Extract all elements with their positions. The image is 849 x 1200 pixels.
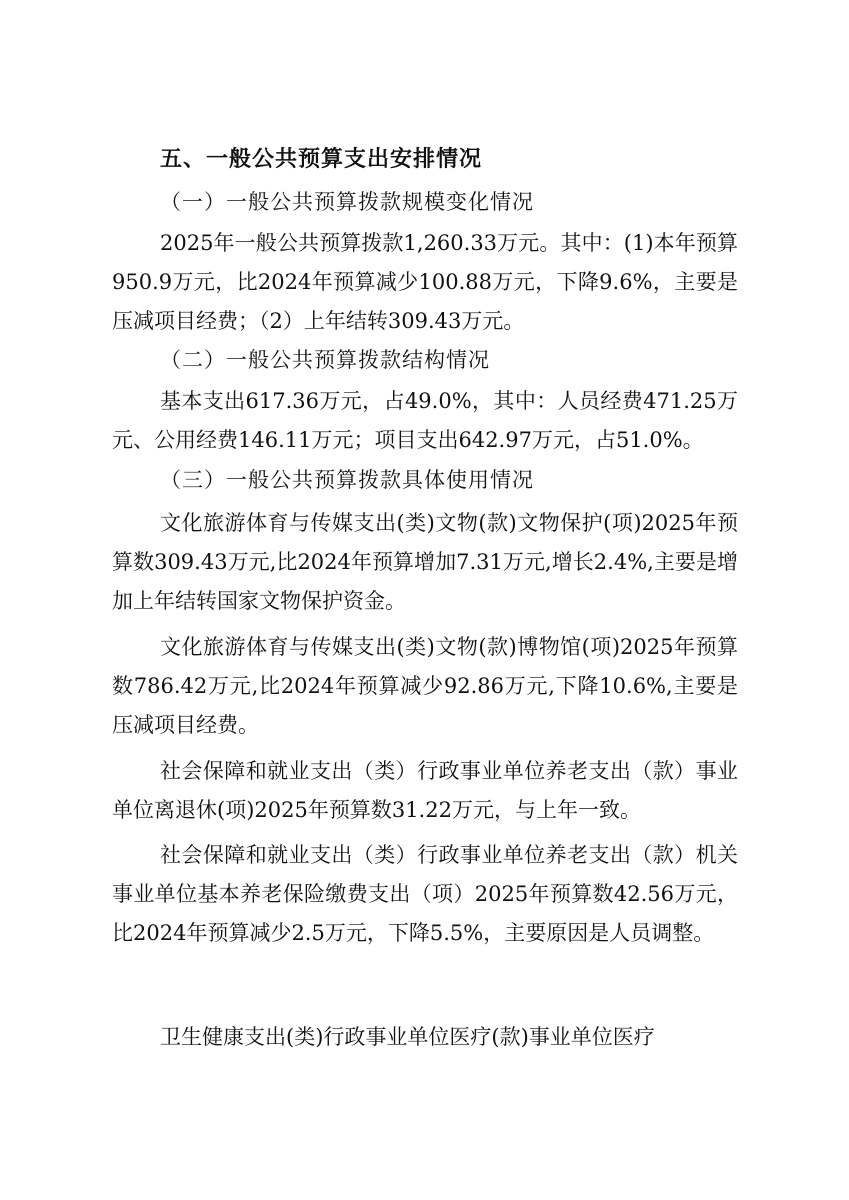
section-title: 五、一般公共预算支出安排情况 (160, 147, 483, 172)
subsection-title-3: （三）一般公共预算拨款具体使用情况 (160, 468, 534, 492)
subsection-title-1: （一）一般公共预算拨款规模变化情况 (160, 190, 534, 214)
paragraph-health-medical: 卫生健康支出(类)行政事业单位医疗(款)事业单位医疗 (160, 1025, 655, 1049)
paragraph-cultural-relic-protection: 文化旅游体育与传媒支出(类)文物(款)文物保护(项)2025年预算数309.43万元,比2024年预算增加7.31万元,增长2.4%,主要是增加上年结转国家文物保护资金。 (112, 511, 738, 613)
paragraph-museum: 文化旅游体育与传媒支出(类)文物(款)博物馆(项)2025年预算数786.42万元,比2024年预算减少92.86万元,下降10.6%,主要是压减项目经费。 (112, 635, 738, 737)
paragraph-pension-insurance: 社会保障和就业支出（类）行政事业单位养老支出（款）机关事业单位基本养老保险缴费支出（项）2025年预算数42.56万元，比2024年预算减少2.5万元，下降5.5%，主要原因是人员调整。 (112, 843, 738, 945)
paragraph-retirement: 社会保障和就业支出（类）行政事业单位养老支出（款）事业单位离退休(项)2025年预算数31.22万元，与上年一致。 (112, 759, 738, 822)
paragraph-appropriation-scale: 2025年一般公共预算拨款1,260.33万元。其中：(1)本年预算950.9万元，比2024年预算减少100.88万元，下降9.6%，主要是压减项目经费；（2）上年结转309.43万元。 (112, 231, 738, 333)
subsection-title-2: （二）一般公共预算拨款结构情况 (160, 348, 490, 372)
paragraph-appropriation-structure: 基本支出617.36万元，占49.0%，其中：人员经费471.25万元、公用经费146.11万元；项目支出642.97万元，占51.0%。 (112, 389, 738, 452)
